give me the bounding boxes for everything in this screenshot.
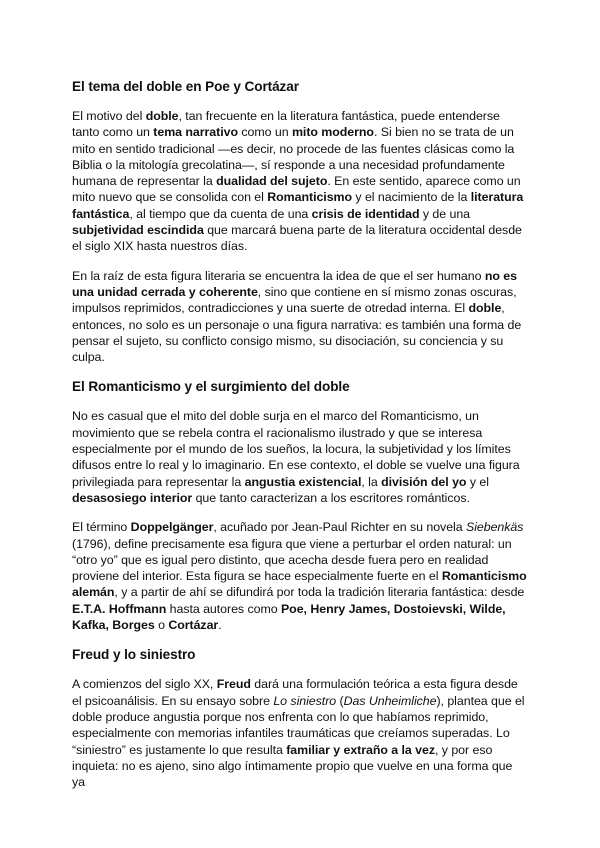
heading-tema-del-doble: El tema del doble en Poe y Cortázar	[72, 79, 299, 94]
bold-text: doble	[468, 301, 502, 316]
heading-romanticismo: El Romanticismo y el surgimiento del doble	[72, 379, 350, 395]
bold-text: desasosiego interior	[72, 490, 193, 505]
bold-text: angustia existencial	[244, 474, 362, 489]
text-run: que marcará buena parte de la literatura occidental desde el siglo XIX hasta nuestros días.	[72, 223, 522, 254]
bold-text: Romanticismo alemán	[72, 569, 527, 600]
bold-text: Cortázar	[168, 618, 219, 633]
italic-text: Siebenkäs	[465, 520, 524, 535]
bold-text: subjetividad escindida	[72, 223, 204, 238]
text-run: , entonces, no solo es un personaje o una figura narrativa: es también una forma de pensar el sujeto, su conflicto consigo mismo, su disociación, su conciencia y su culpa.	[72, 301, 522, 365]
italic-text: Lo siniestro	[273, 693, 337, 708]
text-run: y de una	[419, 206, 471, 221]
text-run: que tanto caracterizan a los escritores románticos.	[192, 490, 470, 505]
bold-text: E.T.A. Hoffmann	[72, 601, 167, 616]
bold-text: literatura fantástica	[72, 190, 524, 221]
text-run: y el nacimiento de la	[352, 190, 471, 205]
bold-text: mito moderno	[291, 125, 374, 140]
text-run: En la raíz de esta figura literaria se encuentra la idea de que el ser humano	[72, 268, 485, 283]
bold-text: dualidad del sujeto	[216, 174, 328, 189]
text-run: .	[218, 618, 222, 633]
bold-text: tema narrativo	[153, 125, 238, 140]
bold-text: Poe, Henry James, Dostoievski, Wilde, Kafka, Borges	[72, 601, 506, 633]
text-run: , la	[361, 474, 382, 489]
text-run: , y a partir de ahí se difundirá por toda la tradición literaria fantástica: desde	[114, 585, 525, 600]
text-run: (1796), define precisamente esa figura que viene a perturbar el orden natural: un “otro yo” que es igual pero distinto, que acecha desde fuera pero en realidad proviene del interior. Esta figura se hace especialmente fuerte en el	[72, 536, 512, 584]
text-run: hasta autores como	[166, 601, 281, 616]
paragraph	[72, 108, 528, 255]
text-run: o	[154, 618, 169, 633]
bold-text: doble	[145, 109, 179, 123]
italic-text: Das Unheimliche	[343, 693, 437, 708]
bold-text: crisis de identidad	[311, 206, 420, 221]
text-run: A comienzos del siglo XX,	[72, 677, 217, 692]
text-run: dará una formulación teórica a esta figura desde el psicoanálisis. En su ensayo sobre	[72, 677, 518, 708]
paragraph	[72, 268, 528, 366]
text-run: , al tiempo que da cuenta de una	[129, 206, 312, 221]
text-run: . En este sentido, aparece como un mito nuevo que se consolida con el	[72, 174, 521, 205]
text-run: , acuñado por Jean-Paul Richter en su novela	[213, 520, 466, 535]
bold-text: división del yo	[381, 474, 467, 489]
text-run: y el	[466, 474, 489, 489]
text-run: , y por eso inquieta: no es ajeno, sino algo íntimamente propio que vuelve en una forma que ya	[72, 742, 513, 790]
text-run: ), plantea que el doble produce angustia porque nos enfrenta con lo que habíamos reprimido, especialmente con memorias infantiles traumáticas que creíamos superadas. Lo “siniestro” es justamente lo que resulta	[72, 693, 525, 757]
bold-text: no es una unidad cerrada y coherente	[72, 268, 517, 299]
bold-text: familiar y extraño a la vez	[286, 742, 435, 757]
bold-text: Freud	[216, 677, 251, 692]
paragraph	[72, 408, 528, 506]
text-run: . Si bien no se trata de un mito en sentido tradicional —es decir, no procede de las fuentes clásicas como la Biblia o la mitología grecolatina—, sí responde a una necesidad profundamente humana de representar la	[72, 125, 515, 189]
text-run: No es casual que el mito del doble surja en el marco del Romanticismo, un movimiento que se rebela contra el racionalismo ilustrado y que se interesa especialmente por el mundo de los sueños, la locura, la subjetividad y los límites difusos entre lo real y lo imaginario. En ese contexto, el doble se vuelve una figura privilegiada para representar la	[72, 409, 520, 489]
text-run: , tan frecuente en la literatura fantástica, puede entenderse tanto como un	[72, 109, 500, 140]
heading-freud-siniestro: Freud y lo siniestro	[72, 647, 196, 663]
bold-text: Romanticismo	[267, 190, 353, 205]
text-run: , sino que contiene en sí mismo zonas oscuras, impulsos reprimidos, contradicciones y una suerte de otredad interna. El	[72, 284, 517, 316]
text-run: (	[336, 693, 344, 708]
paragraph	[72, 519, 528, 633]
bold-text: Doppelgänger	[130, 520, 214, 535]
text-run: El término	[72, 520, 131, 535]
text-run: El motivo del	[72, 109, 146, 123]
paragraph	[72, 676, 528, 790]
text-run: como un	[237, 125, 292, 140]
